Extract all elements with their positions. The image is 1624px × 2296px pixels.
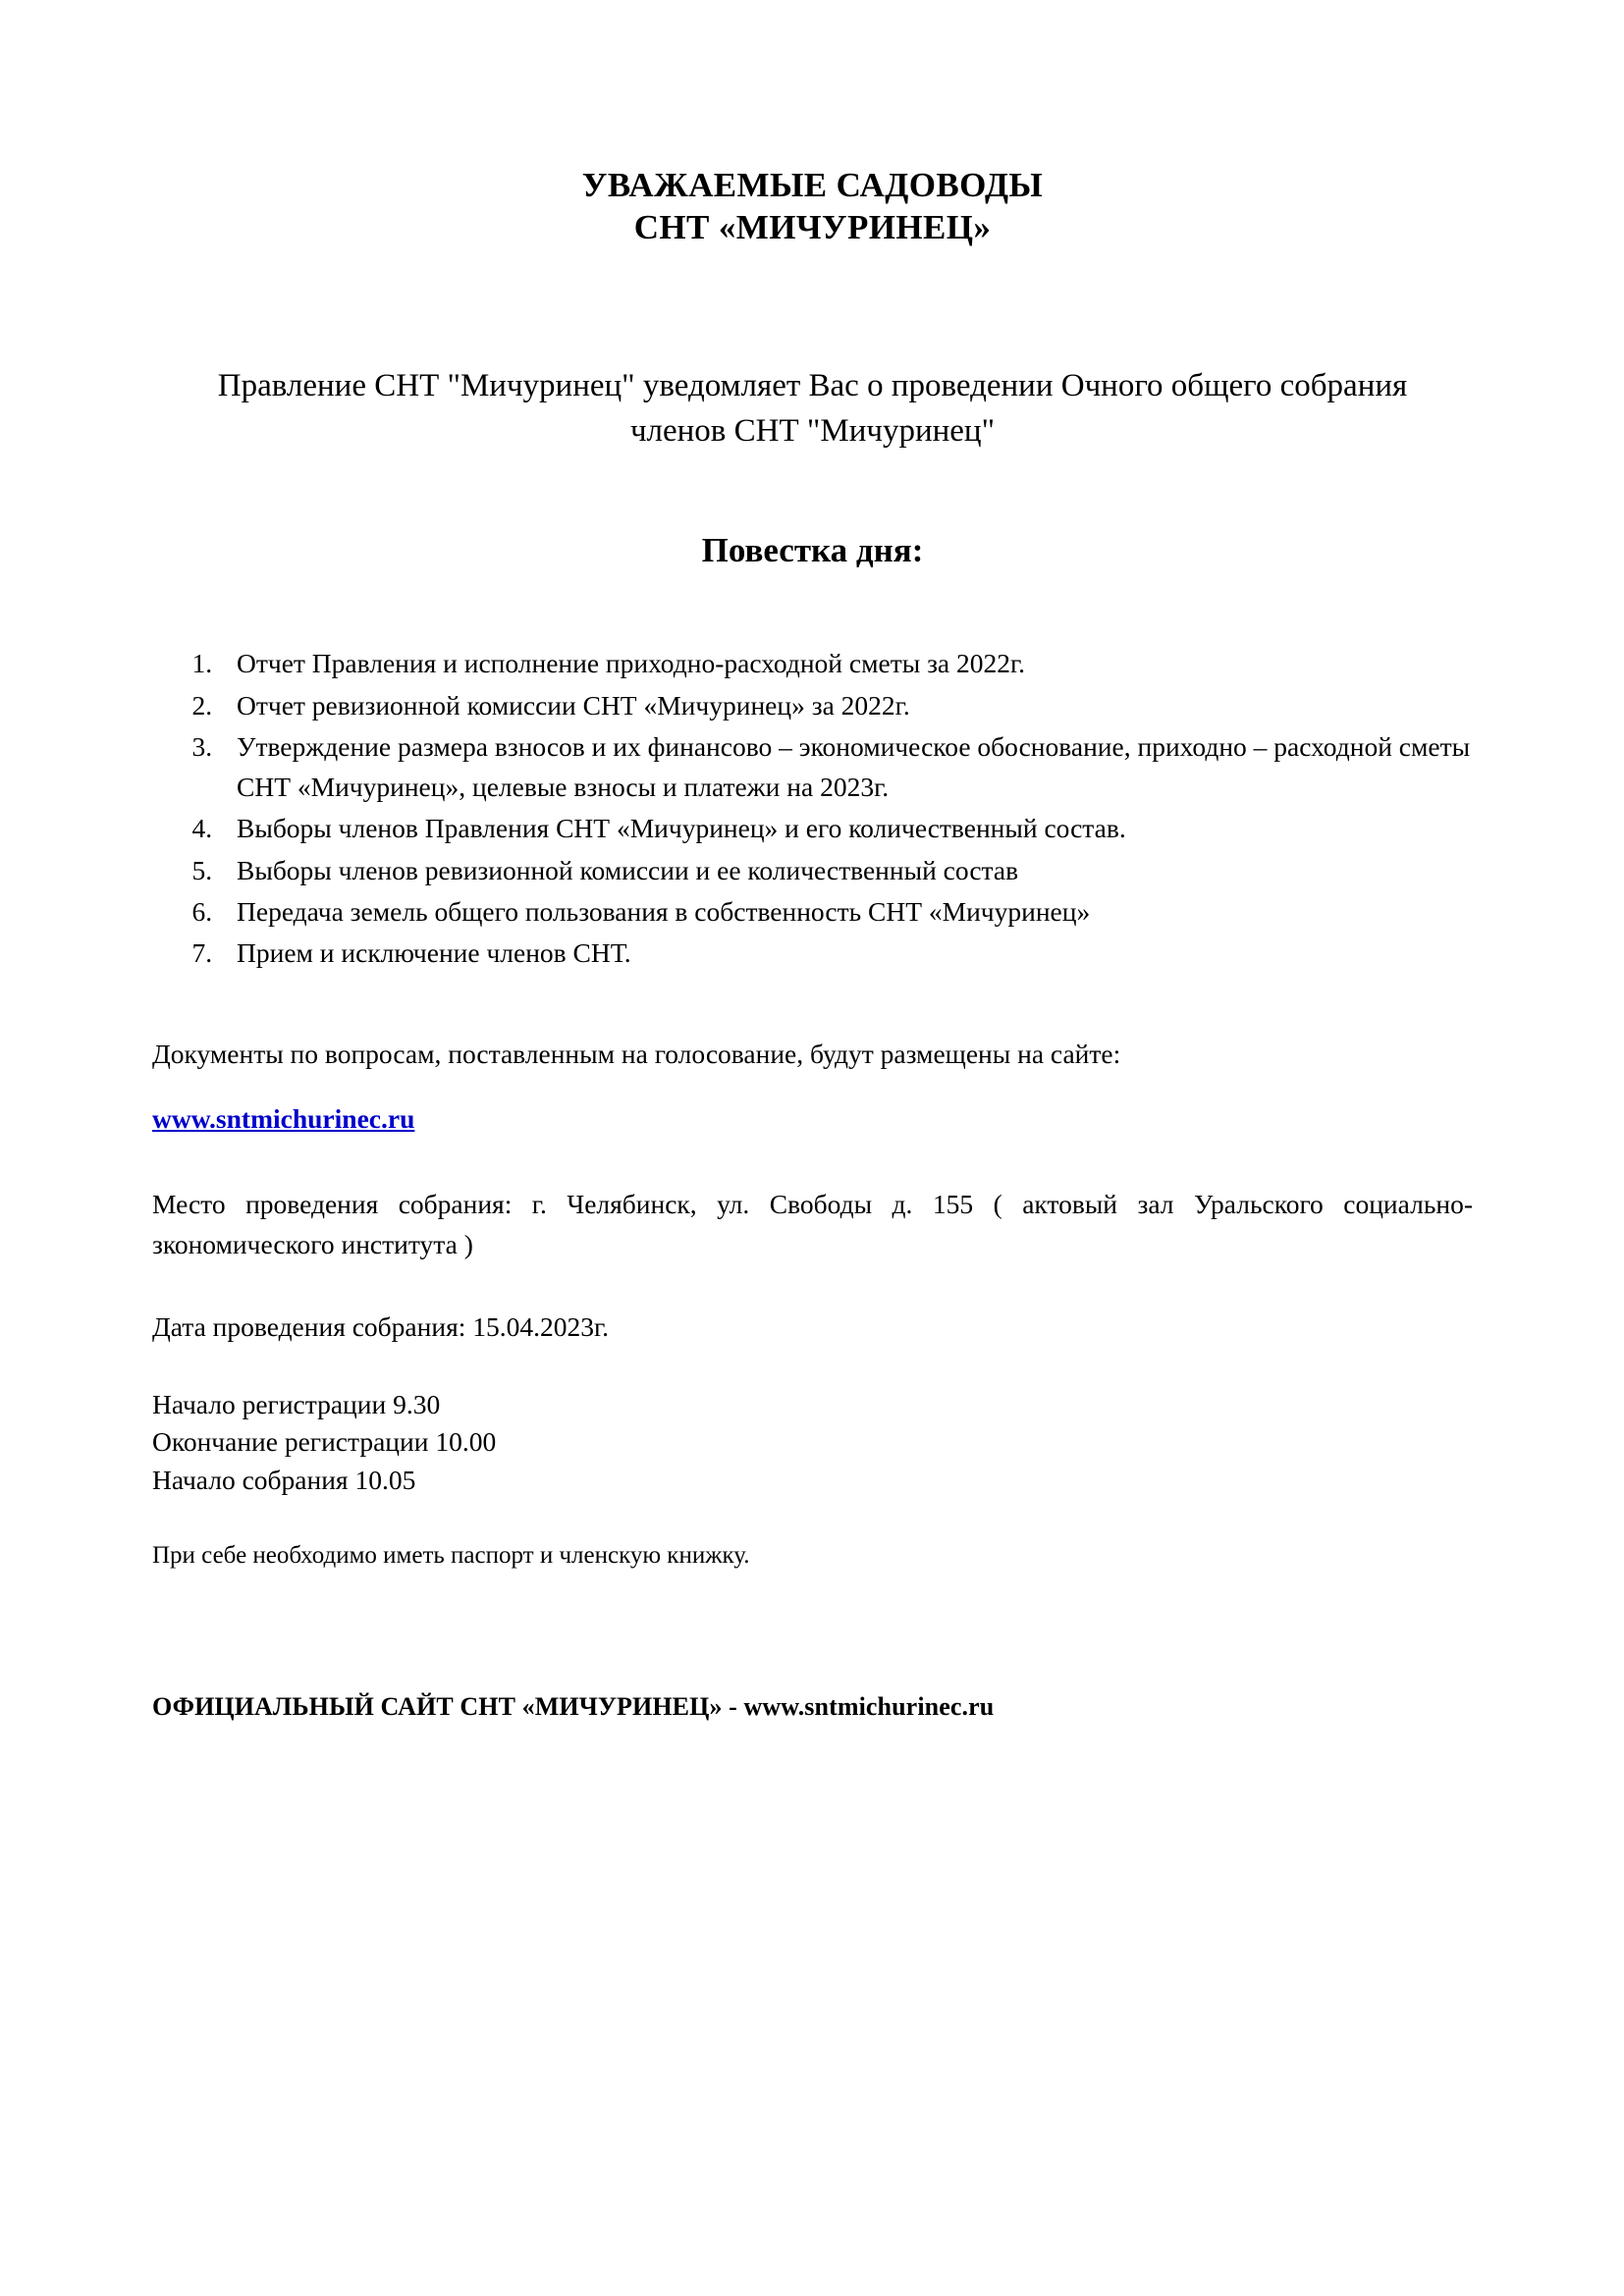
list-item: 1. Отчет Правления и исполнение приходно-расходной сметы за 2022г. — [219, 643, 1473, 683]
schedule-block — [152, 1386, 1473, 1500]
list-item: 5. Выборы членов ревизионной комиссии и ее количественный состав — [219, 850, 1473, 890]
agenda-list — [152, 643, 1473, 973]
documents-note: Документы по вопросам, поставленным на голосование, будут размещены на сайте: — [152, 1039, 1121, 1070]
official-site-footer: ОФИЦИАЛЬНЫЙ САЙТ СНТ «МИЧУРИНЕЦ» - www.sntmichurinec.ru — [152, 1691, 995, 1721]
website-link[interactable]: www.sntmichurinec.ru — [152, 1103, 415, 1135]
list-item: 3. Утверждение размера взносов и их финансово – экономическое обоснование, приходно – расходной сметы СНТ «Мичуринец», целевые взносы и платежи на 2023г. — [219, 726, 1473, 808]
title-line-1: УВАЖАЕМЫЕ САДОВОДЫ — [581, 166, 1044, 204]
list-item: 2. Отчет ревизионной комиссии СНТ «Мичуринец» за 2022г. — [219, 685, 1473, 725]
place-note: Место проведения собрания: г. Челябинск, ул. Свободы д. 155 ( актовый зал Уральского социально-зкономического института ) — [152, 1189, 1473, 1260]
schedule-registration-start: Начало регистрации 9.30 — [152, 1388, 441, 1419]
document-content — [152, 0, 1473, 1723]
intro-paragraph: Правление СНТ "Мичуринец" уведомляет Вас о проведении Очного общего собрания членов СНТ "Мичуринец" — [217, 368, 1408, 449]
page-title — [152, 165, 1473, 248]
title-line-2: СНТ «МИЧУРИНЕЦ» — [633, 207, 992, 246]
date-note: Дата проведения собрания: 15.04.2023г. — [152, 1310, 610, 1342]
schedule-meeting-start: Начало собрания 10.05 — [152, 1464, 416, 1495]
schedule-registration-end: Окончание регистрации 10.00 — [152, 1426, 497, 1458]
agenda-heading: Повестка дня: — [701, 531, 924, 570]
list-item: 6. Передача земель общего пользования в собственность СНТ «Мичуринец» — [219, 891, 1473, 932]
bring-documents-note: При себе необходимо иметь паспорт и членскую книжку. — [152, 1542, 750, 1570]
list-item: 7. Прием и исключение членов СНТ. — [219, 933, 1473, 973]
list-item: 4. Выборы членов Правления СНТ «Мичуринец» и его количественный состав. — [219, 808, 1473, 848]
